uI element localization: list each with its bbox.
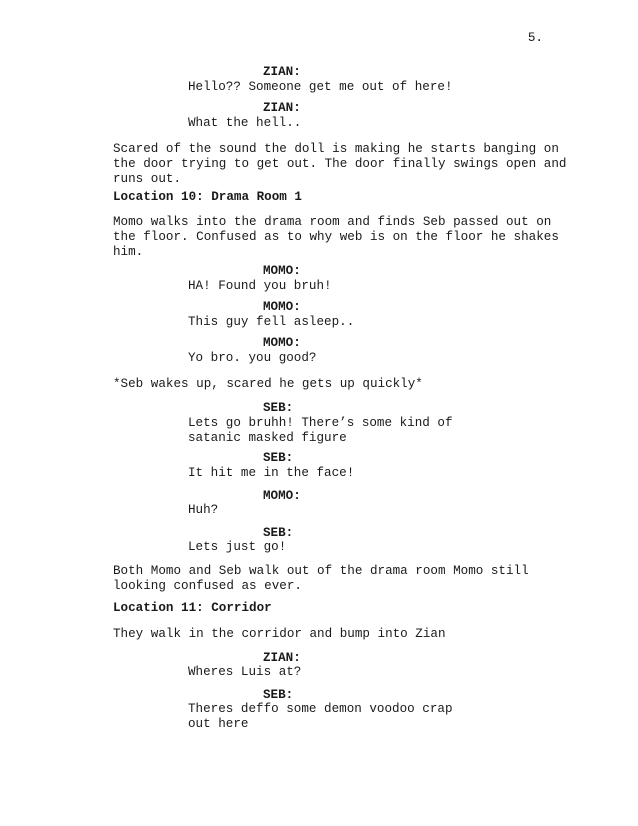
character-name: MOMO: <box>263 300 301 314</box>
dialogue: Theres deffo some demon voodoo crap out here <box>188 702 453 731</box>
character-name: SEB: <box>263 451 294 465</box>
character-name: MOMO: <box>263 336 301 350</box>
action-text: *Seb wakes up, scared he gets up quickly* <box>113 377 423 391</box>
action-text: Scared of the sound the doll is making he starts banging on the door trying to get out. The door finally swings open and runs out. <box>113 142 567 186</box>
dialogue: What the hell.. <box>188 116 302 130</box>
character-name: MOMO: <box>263 489 301 503</box>
dialogue: Yo bro. you good? <box>188 351 317 365</box>
character-name: ZIAN: <box>263 101 301 115</box>
dialogue: Wheres Luis at? <box>188 665 302 679</box>
character-name: SEB: <box>263 401 294 415</box>
character-name: MOMO: <box>263 264 301 278</box>
dialogue: Huh? <box>188 503 219 517</box>
action-text: Momo walks into the drama room and finds Seb passed out on the floor. Confused as to why web is on the floor he shakes him. <box>113 215 559 259</box>
action-text: They walk in the corridor and bump into Zian <box>113 627 446 641</box>
character-name: SEB: <box>263 688 294 702</box>
dialogue: Hello?? Someone get me out of here! <box>188 80 453 94</box>
dialogue: Lets go bruhh! There’s some kind of satanic masked figure <box>188 416 453 445</box>
character-name: ZIAN: <box>263 65 301 79</box>
dialogue: It hit me in the face! <box>188 466 355 480</box>
dialogue: HA! Found you bruh! <box>188 279 332 293</box>
dialogue: This guy fell asleep.. <box>188 315 355 329</box>
scene-heading: Location 11: Corridor <box>113 601 272 615</box>
scene-heading: Location 10: Drama Room 1 <box>113 190 302 204</box>
dialogue: Lets just go! <box>188 540 287 554</box>
page-number: 5. <box>527 31 543 45</box>
character-name: ZIAN: <box>263 651 301 665</box>
action-text: Both Momo and Seb walk out of the drama room Momo still looking confused as ever. <box>113 564 529 593</box>
character-name: SEB: <box>263 526 294 540</box>
